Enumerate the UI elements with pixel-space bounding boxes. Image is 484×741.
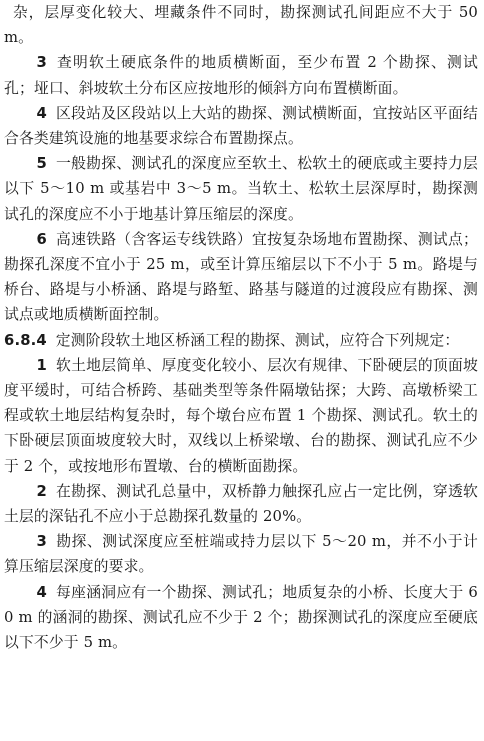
paragraph-text: 区段站及区段站以上大站的勘探、测试横断面，宜按站区平面结合各类建筑设施的地基要求综合布置勘探点。 [4, 104, 478, 148]
clause-number: 6 [36, 230, 47, 248]
clause-number: 4 [36, 583, 47, 601]
paragraph-text: 杂，层厚变化较大、埋藏条件不同时，勘探测试孔间距应不大于 50 m。 [4, 4, 478, 47]
paragraph [4, 479, 478, 529]
clause-number: 5 [36, 155, 47, 173]
paragraph-text: 一般勘探、测试孔的深度应至软土、松软土的硬底或主要持力层以下 5～10 m 或基岩中 3～5 m。当软土、松软土层深厚时，勘探测试孔的深度应不小于地基计算压缩层的深度。 [4, 155, 478, 223]
paragraph-text: 定测阶段软土地区桥涵工程的勘探、测试，应符合下列规定： [55, 331, 460, 349]
clause-number: 3 [36, 533, 47, 551]
paragraph-text: 查明软土硬底条件的地质横断面，至少布置 2 个勘探、测试孔；垭口、斜坡软土分布区应按地形的倾斜方向布置横断面。 [4, 54, 478, 97]
clause-number: 3 [36, 54, 47, 72]
paragraph-text: 软土地层简单、厚度变化较小、层次有规律、下卧硬层的顶面坡度平缓时，可结合桥跨、基础类型等条件隔墩钻探；大跨、高墩桥梁工程或软土地层结构复杂时，每个墩台应布置 1 个勘探、测试孔。软土的下卧硬层顶面坡度较大时，双线以上桥梁墩、台的勘探、测试孔应不少于 2 个，或按地形布置墩、台的横断面勘探。 [4, 356, 478, 475]
paragraph [4, 353, 478, 479]
clause-number: 4 [36, 104, 47, 122]
paragraph-text: 每座涵洞应有一个勘探、测试孔；地质复杂的小桥、长度大于 60 m 的涵洞的勘探、测试孔应不少于 2 个；勘探测试孔的深度应至硬底以下不少于 5 m。 [4, 583, 478, 652]
section-heading-paragraph [4, 328, 478, 353]
paragraph-text: 勘探、测试深度应至桩端或持力层以下 5～20 m，并不小于计算压缩层深度的要求。 [4, 533, 478, 576]
section-number: 6.8.4 [4, 331, 47, 349]
paragraph [4, 50, 478, 100]
paragraph [4, 151, 478, 227]
paragraph [4, 0, 478, 50]
paragraph-text: 高速铁路（含客运专线铁路）宜按复杂场地布置勘探、测试点；勘探孔深度不宜小于 25 m，或至计算压缩层以下不小于 5 m。路堤与桥台、路堤与小桥涵、路堤与路堑、路基与隧道的过渡段应有勘探、测试点或地质横断面控制。 [4, 230, 478, 324]
clause-number: 1 [36, 356, 47, 374]
paragraph [4, 580, 478, 656]
clause-number: 2 [36, 482, 47, 500]
paragraph [4, 227, 478, 328]
paragraph [4, 101, 478, 151]
paragraph-text: 在勘探、测试孔总量中，双桥静力触探孔应占一定比例，穿透软土层的深钻孔不应小于总勘探孔数量的 20%。 [4, 482, 478, 526]
paragraph [4, 529, 478, 579]
